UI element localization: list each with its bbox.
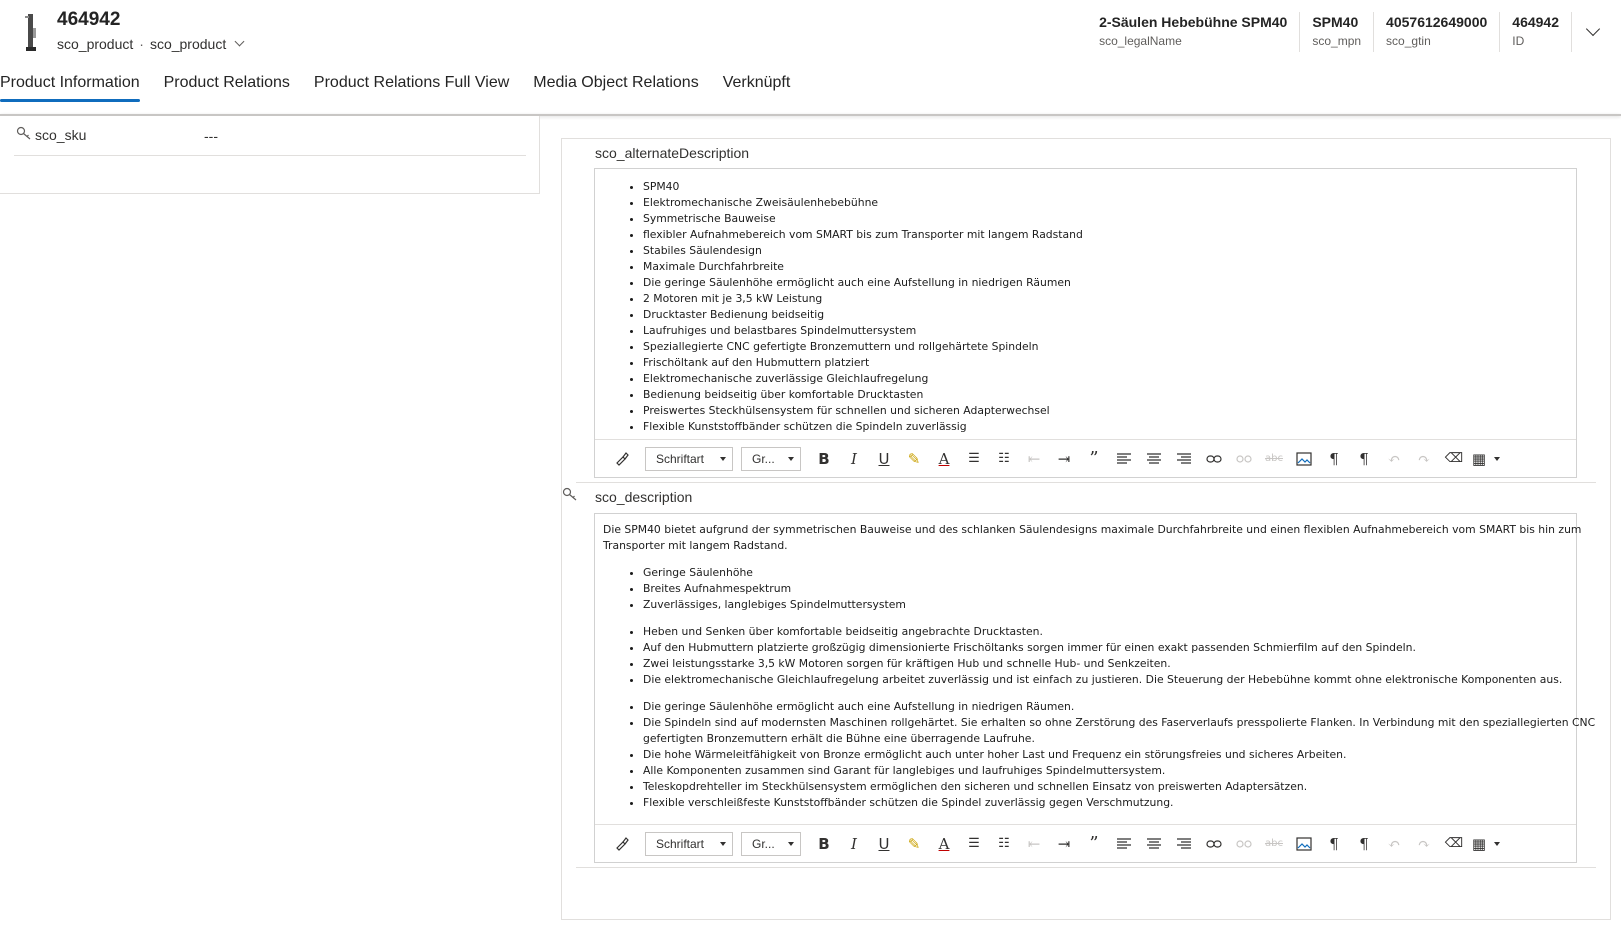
tab-list xyxy=(0,68,814,102)
alt-description-label: sco_alternateDescription xyxy=(595,145,750,161)
chevron-down-icon xyxy=(788,457,794,461)
image-icon[interactable] xyxy=(1289,446,1319,472)
quote-icon[interactable]: ” xyxy=(1089,833,1099,854)
expand-header-button[interactable] xyxy=(1571,12,1621,52)
header-field-value: SPM40 xyxy=(1312,14,1359,30)
list-item: • Breites Aufnahmespektrum xyxy=(643,581,1576,597)
intro-line: Transporter mit langem Radstand. xyxy=(603,539,788,552)
list-item: • Die hohe Wärmeleitfähigkeit von Bronze ermöglicht auch unter hoher Last und Frequenz ein störungsfreies und sicheres Arbeiten. xyxy=(643,747,1576,763)
list-item: • SPM40 xyxy=(643,179,1576,195)
image-icon[interactable] xyxy=(1289,831,1319,857)
font-family-value: Schriftart xyxy=(656,836,705,851)
align-right-icon[interactable] xyxy=(1169,446,1199,472)
section-divider xyxy=(576,482,1596,483)
chevron-down-icon xyxy=(720,842,726,846)
align-center-icon[interactable] xyxy=(1139,831,1169,857)
align-right-icon[interactable] xyxy=(1169,831,1199,857)
underline-icon[interactable]: U xyxy=(878,834,890,853)
align-center-icon[interactable] xyxy=(1139,446,1169,472)
highlight-icon[interactable]: ✎ xyxy=(907,449,921,468)
description-list-3 xyxy=(595,699,1596,811)
unlink-icon[interactable] xyxy=(1229,446,1259,472)
table-glyph: ▦ xyxy=(1471,834,1487,853)
header-field-gtin xyxy=(1373,12,1499,52)
description-list-1 xyxy=(595,565,1576,613)
separator: · xyxy=(139,36,144,52)
outdent-icon[interactable]: ⇤ xyxy=(1027,449,1041,468)
record-header xyxy=(0,0,1621,60)
list-item: • Elektromechanische Zweisäulenhebebühne xyxy=(643,195,1576,211)
unlink-icon[interactable] xyxy=(1229,831,1259,857)
clear-format-icon[interactable]: ⌫ xyxy=(1444,836,1464,851)
indent-icon[interactable]: ⇥ xyxy=(1057,449,1071,468)
header-field-value: 464942 xyxy=(1512,14,1559,30)
alt-description-content[interactable] xyxy=(595,179,1576,435)
link-icon[interactable] xyxy=(1199,831,1229,857)
numbered-list-icon[interactable]: ☷ xyxy=(998,836,1010,851)
header-field-label: sco_mpn xyxy=(1312,34,1362,48)
tab-product-relations[interactable]: Product Relations xyxy=(163,74,290,91)
section-divider xyxy=(576,867,1596,868)
list-item: • Elektromechanische zuverlässige Gleichlaufregelung xyxy=(643,371,1576,387)
intro-line: Die SPM40 bietet aufgrund der symmetrischen Bauweise und des schlanken Säulendesigns maximale Durchfahrbreite und einen flexiblen Aufnahmebereich vom SMART bis hin zum xyxy=(603,523,1582,536)
lock-key-icon xyxy=(562,487,578,501)
description-intro xyxy=(595,522,1582,554)
list-item: • Laufruhiges und belastbares Spindelmuttersystem xyxy=(643,323,1576,339)
table-dropdown xyxy=(1486,457,1500,461)
ltr-icon[interactable]: ¶ xyxy=(1329,834,1339,853)
list-item: • Stabiles Säulendesign xyxy=(643,243,1576,259)
left-section xyxy=(0,116,540,194)
header-fields xyxy=(1087,12,1621,54)
list-item: • Frischöltank auf den Hubmuttern platziert xyxy=(643,355,1576,371)
description-list-2 xyxy=(595,624,1576,688)
list-item: • Flexible verschleißfeste Kunststoffbänder schützen die Spindel zuverlässig gegen Verschmutzung. xyxy=(643,795,1576,811)
description-editor[interactable] xyxy=(594,513,1596,863)
list-item: • Zuverlässiges, langlebiges Spindelmuttersystem xyxy=(643,597,1576,613)
rtl-icon[interactable]: ¶ xyxy=(1359,834,1369,853)
font-color-icon[interactable]: A xyxy=(938,449,950,468)
list-item: • Auf den Hubmuttern platzierte großzügig dimensionierte Frischöltanks sorgen immer für einen exakt passenden Schmierfilm auf den Spindeln. xyxy=(643,640,1576,656)
description-content[interactable] xyxy=(595,522,1596,811)
chevron-down-icon xyxy=(1494,457,1500,461)
sku-label: sco_sku xyxy=(35,127,87,143)
list-item-line: Die Spindeln sind auf modernsten Maschinen rollgehärtet. Sie erhalten so ohne Zerstörung des Faserverlaufs presspolierte Flanken. In Verbindung mit den speziallegierten CNC xyxy=(643,716,1596,729)
table-icon[interactable] xyxy=(1469,446,1503,472)
list-item: • Die elektromechanische Gleichlaufregelung arbeitet zuverlässig und ist einfach zu justieren. Die Steuerung der Hebebühne kommt ohne elektronische Komponenten aus. xyxy=(643,672,1576,688)
link-icon[interactable] xyxy=(1199,446,1229,472)
bullet-list-icon[interactable]: ☰ xyxy=(968,451,980,466)
chevron-down-icon[interactable] xyxy=(235,37,245,47)
list-item: • Zwei leistungsstarke 3,5 kW Motoren sorgen für kräftigen Hub und schnelle Hub- und Senkzeiten. xyxy=(643,656,1576,672)
list-item: • Alle Komponenten zusammen sind Garant für langlebiges und laufruhiges Spindelmuttersystem. xyxy=(643,763,1576,779)
redo-icon[interactable]: ↷ xyxy=(1417,834,1431,853)
list-item: • Flexible Kunststoffbänder schützen die Spindeln zuverlässig xyxy=(643,419,1576,435)
lock-key-icon xyxy=(16,126,32,140)
font-size-select[interactable] xyxy=(741,832,801,856)
header-field-label: sco_legalName xyxy=(1099,34,1182,48)
header-field-value: 4057612649000 xyxy=(1386,14,1488,30)
list-item: • 2 Motoren mit je 3,5 kW Leistung xyxy=(643,291,1576,307)
header-field-value: 2-Säulen Hebebühne SPM40 xyxy=(1099,14,1288,30)
list-item: • Drucktaster Bedienung beidseitig xyxy=(643,307,1576,323)
list-item: • Die geringe Säulenhöhe ermöglicht auch eine Aufstellung in niedrigen Räumen. xyxy=(643,699,1576,715)
bold-icon[interactable]: B xyxy=(818,834,830,853)
header-field-mpn xyxy=(1299,12,1373,52)
italic-icon[interactable]: I xyxy=(851,834,857,853)
font-family-value: Schriftart xyxy=(656,451,705,466)
format-painter-icon[interactable] xyxy=(607,446,637,472)
alt-description-editor[interactable] xyxy=(594,168,1577,478)
editor-toolbar xyxy=(595,439,1576,477)
list-item: • Maximale Durchfahrbreite xyxy=(643,259,1576,275)
align-left-icon[interactable] xyxy=(1109,831,1139,857)
numbered-list-icon[interactable]: ☷ xyxy=(998,451,1010,466)
font-family-select[interactable] xyxy=(645,832,733,856)
chevron-down-icon xyxy=(720,457,726,461)
list-item: • Speziallegierte CNC gefertigte Bronzemuttern und rollgehärtete Spindeln xyxy=(643,339,1576,355)
table-glyph: ▦ xyxy=(1471,449,1487,468)
indent-icon[interactable]: ⇥ xyxy=(1057,834,1071,853)
entity-name: sco_product xyxy=(57,36,134,52)
form-selector[interactable]: sco_product xyxy=(149,36,227,52)
list-item: • flexibler Aufnahmebereich vom SMART bis zum Transporter mit langem Radstand xyxy=(643,227,1576,243)
editor-toolbar xyxy=(595,824,1576,862)
record-title: 464942 xyxy=(57,9,121,30)
description-label: sco_description xyxy=(595,489,693,505)
bold-icon[interactable]: B xyxy=(818,449,830,468)
font-size-select[interactable] xyxy=(741,447,801,471)
list-item: • Geringe Säulenhöhe xyxy=(643,565,1576,581)
header-field-id xyxy=(1499,12,1571,52)
italic-icon[interactable]: I xyxy=(851,449,857,468)
tab-verknuepft[interactable]: Verknüpft xyxy=(722,74,791,91)
table-dropdown xyxy=(1486,842,1500,846)
table-icon[interactable] xyxy=(1469,831,1503,857)
product-image-icon xyxy=(22,14,40,52)
redo-icon[interactable]: ↷ xyxy=(1417,449,1431,468)
chevron-down-icon xyxy=(1494,842,1500,846)
list-item: • Heben und Senken über komfortable beidseitig angebrachte Drucktasten. xyxy=(643,624,1576,640)
ltr-icon[interactable]: ¶ xyxy=(1329,449,1339,468)
rtl-icon[interactable]: ¶ xyxy=(1359,449,1369,468)
record-subtitle xyxy=(57,36,243,52)
bullet-list-icon[interactable]: ☰ xyxy=(968,836,980,851)
underline-icon[interactable]: U xyxy=(878,449,890,468)
strikethrough-icon[interactable]: abc xyxy=(1265,838,1283,849)
tab-media-object-relations[interactable]: Media Object Relations xyxy=(533,74,699,91)
font-size-value: Gr... xyxy=(752,451,775,466)
list-item: • Preiswertes Steckhülsensystem für schnellen und sicheren Adapterwechsel xyxy=(643,403,1576,419)
list-item: • Teleskopdrehteller im Steckhülsensystem ermöglichen den sicheren und schnellen Einsatz von preiswerten Adaptersätzen. xyxy=(643,779,1576,795)
list-item: • Die geringe Säulenhöhe ermöglicht auch eine Aufstellung in niedrigen Räumen xyxy=(643,275,1576,291)
list-item: • Symmetrische Bauweise xyxy=(643,211,1576,227)
strikethrough-icon[interactable]: abc xyxy=(1265,453,1283,464)
chevron-down-icon xyxy=(1586,22,1600,36)
sku-field-row xyxy=(14,122,526,156)
list-item-line: gefertigten Bronzemuttern erhält die Bühne eine überragende Laufruhe. xyxy=(643,732,1035,745)
clear-format-icon[interactable]: ⌫ xyxy=(1444,451,1464,466)
highlight-icon[interactable]: ✎ xyxy=(907,834,921,853)
tab-product-relations-full-view[interactable]: Product Relations Full View xyxy=(313,74,510,91)
font-color-icon[interactable]: A xyxy=(938,834,950,853)
quote-icon[interactable]: ” xyxy=(1089,448,1099,469)
outdent-icon[interactable]: ⇤ xyxy=(1027,834,1041,853)
undo-icon[interactable]: ↶ xyxy=(1387,834,1401,853)
header-field-legalname xyxy=(1087,12,1299,52)
header-field-label: sco_gtin xyxy=(1386,34,1431,48)
font-family-select[interactable] xyxy=(645,447,733,471)
format-painter-icon[interactable] xyxy=(607,831,637,857)
list-item: • Bedienung beidseitig über komfortable Drucktasten xyxy=(643,387,1576,403)
sku-value[interactable]: --- xyxy=(204,128,218,144)
tab-product-information[interactable]: Product Information xyxy=(0,68,140,102)
header-field-label: ID xyxy=(1512,34,1525,48)
chevron-down-icon xyxy=(788,842,794,846)
list-item xyxy=(643,715,1596,747)
undo-icon[interactable]: ↶ xyxy=(1387,449,1401,468)
alt-description-list xyxy=(595,179,1576,435)
align-left-icon[interactable] xyxy=(1109,446,1139,472)
right-section xyxy=(561,138,1611,920)
font-size-value: Gr... xyxy=(752,836,775,851)
